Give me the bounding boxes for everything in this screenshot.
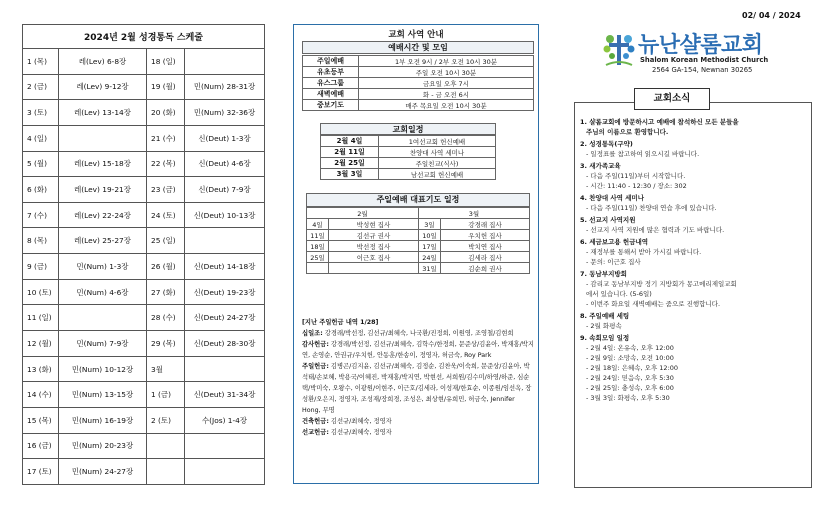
prayer-date: 10일 xyxy=(419,230,441,241)
event-row xyxy=(321,136,496,147)
day-cell xyxy=(147,433,185,459)
day-cell: 8 (목) xyxy=(23,228,59,254)
prayer-person: 김선규 권사 xyxy=(329,230,419,241)
offering-category: 감사헌금: xyxy=(302,341,329,348)
news-item-heading: 1. 샬롬교회에 방문하시고 예배에 참석하신 모든 분들을 xyxy=(580,118,739,126)
church-english-name: Shalom Korean Methodist Church xyxy=(640,56,769,64)
day-cell: 9 (금) xyxy=(23,254,59,280)
prayer-row xyxy=(307,219,530,230)
news-item-detail: 에서 있습니다. (5-6일) xyxy=(586,290,652,298)
news-item-heading: 2. 성경통독(구약) xyxy=(580,140,633,148)
schedule-row xyxy=(23,228,265,254)
reading-cell: 레(Lev) 9-12장 xyxy=(59,74,147,100)
schedule-row xyxy=(23,74,265,100)
offering-category: 십일조: xyxy=(302,330,323,337)
reading-cell xyxy=(59,305,147,331)
news-item-detail: - 이번주 화요일 새벽예배는 줌으로 진행합니다. xyxy=(586,300,721,308)
day-cell: 1 (목) xyxy=(23,49,59,75)
news-item-detail: 주님의 이름으로 환영합니다. xyxy=(586,128,669,136)
prayer-date: 3일 xyxy=(419,219,441,230)
worship-label: 주일예배 xyxy=(303,56,359,67)
schedule-row xyxy=(23,459,265,485)
offering-category: 건축헌금: xyxy=(302,418,329,425)
news-item xyxy=(580,161,808,191)
church-events-table xyxy=(320,135,496,180)
day-cell: 5 (월) xyxy=(23,151,59,177)
worship-time: 1부 오전 9시 / 2부 오전 10시 30분 xyxy=(359,56,534,67)
reading-cell: 신(Deut) 31-34장 xyxy=(185,382,265,408)
offering-entry xyxy=(302,361,534,416)
day-cell: 1 (금) xyxy=(147,382,185,408)
prayer-person: 김세라 집사 xyxy=(441,252,530,263)
schedule-row xyxy=(23,407,265,433)
prayer-date: 18일 xyxy=(307,241,329,252)
news-item-detail: - 2월 24일: 믿음속, 오후 5:30 xyxy=(586,374,674,382)
reading-cell: 민(Num) 1-3장 xyxy=(59,254,147,280)
schedule-row xyxy=(23,100,265,126)
prayer-schedule-table xyxy=(306,207,530,274)
offering-category: 선교헌금: xyxy=(302,429,329,436)
reading-cell: 신(Deut) 10-13장 xyxy=(185,202,265,228)
reading-cell: 민(Num) 32-36장 xyxy=(185,100,265,126)
worship-row xyxy=(303,78,534,89)
worship-time: 주일 오전 10시 30분 xyxy=(359,67,534,78)
day-cell: 22 (목) xyxy=(147,151,185,177)
reading-cell: 민(Num) 24-27장 xyxy=(59,459,147,485)
day-cell: 21 (수) xyxy=(147,125,185,151)
prayer-date xyxy=(307,263,329,274)
schedule-row xyxy=(23,433,265,459)
day-cell: 14 (수) xyxy=(23,382,59,408)
worship-time: 화 - 금 오전 6시 xyxy=(359,89,534,100)
reading-cell xyxy=(59,125,147,151)
day-cell: 29 (목) xyxy=(147,331,185,357)
bulletin-date: 02/ 04 / 2024 xyxy=(742,11,801,20)
prayer-person: 박성현 집사 xyxy=(329,219,419,230)
day-cell: 19 (월) xyxy=(147,74,185,100)
day-cell: 10 (토) xyxy=(23,279,59,305)
news-item-detail: - 2월 18일: 은혜속, 오후 12:00 xyxy=(586,364,679,372)
reading-cell: 레(Lev) 19-21장 xyxy=(59,177,147,203)
news-item-detail: - 2월 9일: 소망속, 오전 10:00 xyxy=(586,354,674,362)
ministry-title: 교회 사역 안내 xyxy=(388,30,444,40)
prayer-date: 25일 xyxy=(307,252,329,263)
offering-title: [지난 주일헌금 내역 1/28] xyxy=(302,319,379,326)
offering-entry xyxy=(302,416,534,427)
worship-time: 매주 목요일 오전 10시 30분 xyxy=(359,100,534,111)
schedule-row xyxy=(23,356,265,382)
prayer-row xyxy=(307,241,530,252)
day-cell: 25 (일) xyxy=(147,228,185,254)
offering-names: 김선규/최혜숙, 정영자 xyxy=(330,418,392,425)
offering-entry xyxy=(302,328,534,339)
events-section-head: 교회일정 xyxy=(320,123,496,135)
prayer-date: 17일 xyxy=(419,241,441,252)
worship-times-table xyxy=(302,55,534,111)
news-list xyxy=(580,117,808,405)
news-item-detail: - 문의: 이근호 집사 xyxy=(586,258,641,266)
reading-cell: 레(Lev) 15-18장 xyxy=(59,151,147,177)
offering-names: 강경래/박선정, 김선규/최혜숙, 김학수/한정희, 문준상/김윤아, 박재홍/박지연, 손영순, 안권규/우치헌, 안동훈/한송이, 정영자, 허금숙, Roy Park xyxy=(302,341,534,359)
event-date: 2월 25일 xyxy=(321,158,379,169)
reading-cell xyxy=(185,49,265,75)
day-cell: 27 (화) xyxy=(147,279,185,305)
news-item-heading: 6. 세금보고용 헌금내역 xyxy=(580,238,649,246)
worship-label: 새벽예배 xyxy=(303,89,359,100)
day-cell: 4 (일) xyxy=(23,125,59,151)
schedule-row xyxy=(23,151,265,177)
news-item-heading: 8. 주일예배 세팅 xyxy=(580,312,630,320)
worship-label: 유스그룹 xyxy=(303,78,359,89)
day-cell: 15 (목) xyxy=(23,407,59,433)
day-cell xyxy=(147,459,185,485)
prayer-person xyxy=(329,263,419,274)
day-cell: 17 (토) xyxy=(23,459,59,485)
worship-label: 유초등부 xyxy=(303,67,359,78)
event-row xyxy=(321,147,496,158)
offering-entry xyxy=(302,427,534,438)
schedule-row xyxy=(23,177,265,203)
news-item-heading: 7. 동남부지방회 xyxy=(580,270,627,278)
day-cell: 26 (월) xyxy=(147,254,185,280)
schedule-row xyxy=(23,49,265,75)
event-date: 2월 4일 xyxy=(321,136,379,147)
offering-names: 김선규/최혜숙, 정영자 xyxy=(330,429,392,436)
reading-cell: 민(Num) 13-15장 xyxy=(59,382,147,408)
offering-entry xyxy=(302,339,534,361)
prayer-date: 31일 xyxy=(419,263,441,274)
schedule-body xyxy=(23,49,265,485)
reading-cell: 민(Num) 20-23장 xyxy=(59,433,147,459)
event-date: 3월 3일 xyxy=(321,169,379,180)
day-cell: 23 (금) xyxy=(147,177,185,203)
news-title: 교회소식 xyxy=(634,88,710,110)
day-cell: 6 (화) xyxy=(23,177,59,203)
day-cell: 24 (토) xyxy=(147,202,185,228)
news-item-heading: 3. 새가족교육 xyxy=(580,162,621,170)
news-item-detail: - 감리교 동남부지방 정기 지방회가 몽고메리제일교회 xyxy=(586,280,737,288)
prayer-row xyxy=(307,263,530,274)
prayer-section-head: 주일예배 대표기도 일정 xyxy=(306,193,530,207)
news-item-heading: 9. 속회모임 일정 xyxy=(580,334,630,342)
event-name: 남선교회 헌신예배 xyxy=(379,169,496,180)
reading-cell xyxy=(185,356,265,382)
news-item xyxy=(580,193,808,213)
reading-cell: 민(Num) 7-9장 xyxy=(59,331,147,357)
worship-row xyxy=(303,67,534,78)
reading-cell: 신(Deut) 4-6장 xyxy=(185,151,265,177)
day-cell: 13 (화) xyxy=(23,356,59,382)
news-item-detail: - 2월 4일: 온유속, 오후 12:00 xyxy=(586,344,674,352)
news-item-detail: - 시간: 11:40 - 12:30 / 장소: 302 xyxy=(586,182,687,190)
worship-row xyxy=(303,100,534,111)
day-cell: 18 (일) xyxy=(147,49,185,75)
news-item xyxy=(580,215,808,235)
worship-section-head: 예배시간 및 모임 xyxy=(302,41,534,54)
day-cell: 2 (토) xyxy=(147,407,185,433)
reading-cell: 수(Jos) 1-4장 xyxy=(185,407,265,433)
reading-cell xyxy=(185,459,265,485)
offering-category: 주일헌금: xyxy=(302,363,329,370)
worship-label: 중보기도 xyxy=(303,100,359,111)
schedule-row xyxy=(23,279,265,305)
reading-cell: 레(Lev) 25-27장 xyxy=(59,228,147,254)
day-cell: 3 (토) xyxy=(23,100,59,126)
reading-cell: 레(Lev) 22-24장 xyxy=(59,202,147,228)
reading-cell xyxy=(185,433,265,459)
reading-cell: 신(Deut) 14-18장 xyxy=(185,254,265,280)
worship-row xyxy=(303,56,534,67)
news-item xyxy=(580,117,808,137)
event-name: 찬양대 사역 세미나 xyxy=(379,147,496,158)
event-date: 2월 11일 xyxy=(321,147,379,158)
schedule-row xyxy=(23,254,265,280)
news-item-detail: - 2월 25일: 충성속, 오후 6:00 xyxy=(586,384,674,392)
reading-cell: 민(Num) 10-12장 xyxy=(59,356,147,382)
reading-cell: 신(Deut) 1-3장 xyxy=(185,125,265,151)
reading-cell xyxy=(185,228,265,254)
worship-row xyxy=(303,89,534,100)
prayer-person: 박치연 집사 xyxy=(441,241,530,252)
day-cell: 11 (일) xyxy=(23,305,59,331)
day-cell: 12 (월) xyxy=(23,331,59,357)
schedule-row xyxy=(23,382,265,408)
cross-tree-logo-icon xyxy=(602,31,636,67)
news-item xyxy=(580,333,808,403)
day-cell: 16 (금) xyxy=(23,433,59,459)
event-row xyxy=(321,169,496,180)
event-name: 주일친교(식사) xyxy=(379,158,496,169)
offering-list xyxy=(302,317,534,438)
event-row xyxy=(321,158,496,169)
worship-time: 금요일 오후 7시 xyxy=(359,78,534,89)
prayer-person: 박선정 집사 xyxy=(329,241,419,252)
news-item-detail: - 다음 주일(11일) 찬양대 연습 후에 있습니다. xyxy=(586,204,717,212)
reading-cell: 신(Deut) 7-9장 xyxy=(185,177,265,203)
schedule-row xyxy=(23,125,265,151)
prayer-month-mar: 3월 xyxy=(419,208,530,219)
reading-cell: 레(Lev) 13-14장 xyxy=(59,100,147,126)
news-item xyxy=(580,139,808,159)
reading-cell: 레(Lev) 6-8장 xyxy=(59,49,147,75)
prayer-person: 강경래 집사 xyxy=(441,219,530,230)
schedule-row xyxy=(23,331,265,357)
event-name: 1여선교회 헌신예배 xyxy=(379,136,496,147)
prayer-date: 24일 xyxy=(419,252,441,263)
day-cell: 2 (금) xyxy=(23,74,59,100)
news-item xyxy=(580,237,808,267)
church-address: 2564 GA-154, Newnan 30265 xyxy=(652,66,753,74)
prayer-person: 이근호 집사 xyxy=(329,252,419,263)
church-news-panel xyxy=(574,102,812,488)
schedule-row xyxy=(23,305,265,331)
prayer-person: 김순희 권사 xyxy=(441,263,530,274)
prayer-date: 11일 xyxy=(307,230,329,241)
offering-names: 김병곤/김지윤, 김선규/최혜숙, 김정순, 김찬욱/이숙희, 문준상/김윤아, 박석태/손보혜, 박용국/이혜진, 박재홍/박지연, 박현선, 서희원/김수미/하영/하준, 심순택/박미숙, 오왕수, 이광원/이현주, 이근호/김세라, 이성재/한효순, 이종원/임선옥, 장성환/오은지, 정영자, 조성재/장희경, 조성은, 최상현/유희민, 허금숙, Jennifer Hong, 무명 xyxy=(302,363,532,414)
news-item-detail: - 다음 주일(11일)부터 시작합니다. xyxy=(586,172,686,180)
church-ministry-panel xyxy=(293,24,539,484)
day-cell: 7 (수) xyxy=(23,202,59,228)
reading-schedule-table xyxy=(22,24,265,485)
news-item xyxy=(580,311,808,331)
church-name: 뉴난샬롬교회 xyxy=(638,33,763,58)
news-item-detail: - 일정표를 참고하여 읽으시길 바랍니다. xyxy=(586,150,700,158)
reading-cell: 신(Deut) 19-23장 xyxy=(185,279,265,305)
news-item-detail: - 재정부를 통해서 받아 가시길 바랍니다. xyxy=(586,248,702,256)
news-item-heading: 4. 찬양대 사역 세미나 xyxy=(580,194,645,202)
reading-cell: 민(Num) 4-6장 xyxy=(59,279,147,305)
reading-cell: 신(Deut) 24-27장 xyxy=(185,305,265,331)
news-item-detail: - 2월 화평속 xyxy=(586,322,622,330)
news-item xyxy=(580,269,808,309)
prayer-person: 우치헌 집사 xyxy=(441,230,530,241)
reading-cell: 민(Num) 16-19장 xyxy=(59,407,147,433)
day-cell: 28 (수) xyxy=(147,305,185,331)
news-item-detail: - 선교지 사역 지원에 많은 협력과 기도 바랍니다. xyxy=(586,226,725,234)
offering-names: 강경래/박선정, 김선규/최혜숙, 나국환/진정희, 이원영, 조영철/김현희 xyxy=(324,330,514,337)
news-item-heading: 5. 선교지 사역지원 xyxy=(580,216,636,224)
day-cell: 3월 xyxy=(147,356,185,382)
reading-cell: 민(Num) 28-31장 xyxy=(185,74,265,100)
day-cell: 20 (화) xyxy=(147,100,185,126)
reading-cell: 신(Deut) 28-30장 xyxy=(185,331,265,357)
prayer-row xyxy=(307,252,530,263)
news-item-detail: - 3월 3일: 화평속, 오후 5:30 xyxy=(586,394,670,402)
schedule-row xyxy=(23,202,265,228)
prayer-date: 4일 xyxy=(307,219,329,230)
schedule-title: 2024년 2월 성경통독 스케줄 xyxy=(23,25,265,49)
prayer-row xyxy=(307,230,530,241)
prayer-month-feb: 2월 xyxy=(307,208,419,219)
